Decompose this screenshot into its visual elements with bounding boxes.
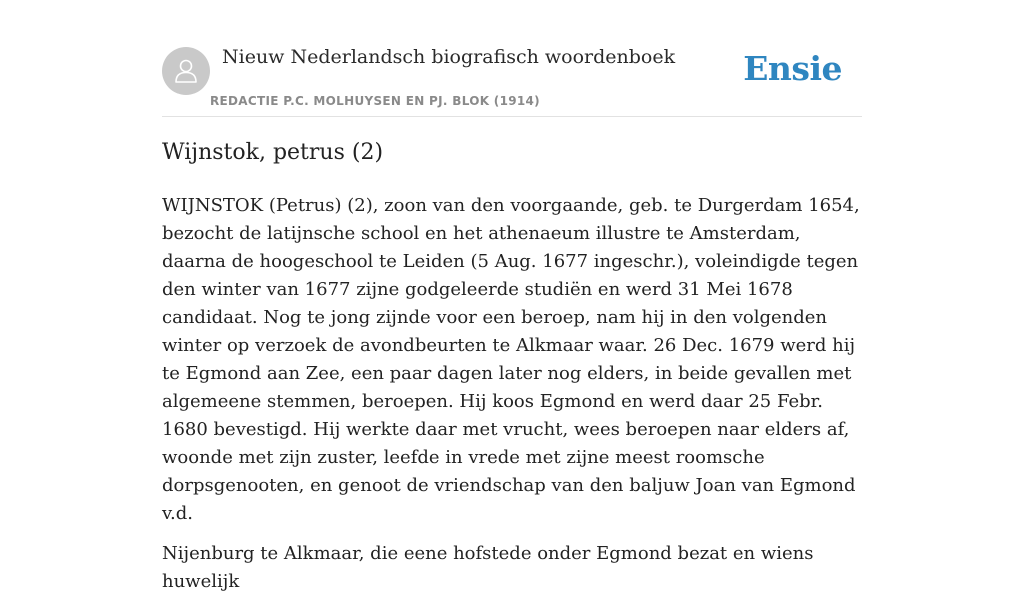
user-icon [171, 56, 201, 86]
source-title[interactable]: Nieuw Nederlandsch biografisch woordenboek [222, 46, 676, 68]
entry-title: Wijnstok, petrus (2) [162, 140, 384, 165]
entry-paragraph: WIJNSTOK (Petrus) (2), zoon van den voorgaande, geb. te Durgerdam 1654, bezocht de latijnsche school en het athenaeum illustre te Amsterdam, daarna de hoogeschool te Leiden (5 Aug. 1677 ingeschr.), voleindigde tegen den winter van 1677 zijne godgeleerde studiën en werd 31 Mei 1678 candidaat. Nog te jong zijnde voor een beroep, nam hij in den volgenden winter op verzoek de avondbeurten te Alkmaar waar. 26 Dec. 1679 werd hij te Egmond aan Zee, een paar dagen later nog elders, in beide gevallen met algemeene stemmen, beroepen. Hij koos Egmond en werd daar 25 Febr. 1680 bevestigd. Hij werkte daar met vrucht, wees beroepen naar elders af, woonde met zijn zuster, leefde in vrede met zijne meest roomsche dorpsgenooten, en genoot de vriendschap van den baljuw Joan van Egmond v.d. [162, 195, 860, 524]
source-header [162, 40, 862, 117]
source-avatar[interactable] [162, 47, 210, 95]
ensie-logo[interactable]: Ensie [743, 49, 842, 88]
source-subtitle: REDACTIE P.C. MOLHUYSEN EN PJ. BLOK (1914) [210, 94, 540, 108]
entry-body [162, 192, 862, 608]
entry-paragraph: Nijenburg te Alkmaar, die eene hofstede onder Egmond bezat en wiens huwelijk [162, 543, 814, 592]
